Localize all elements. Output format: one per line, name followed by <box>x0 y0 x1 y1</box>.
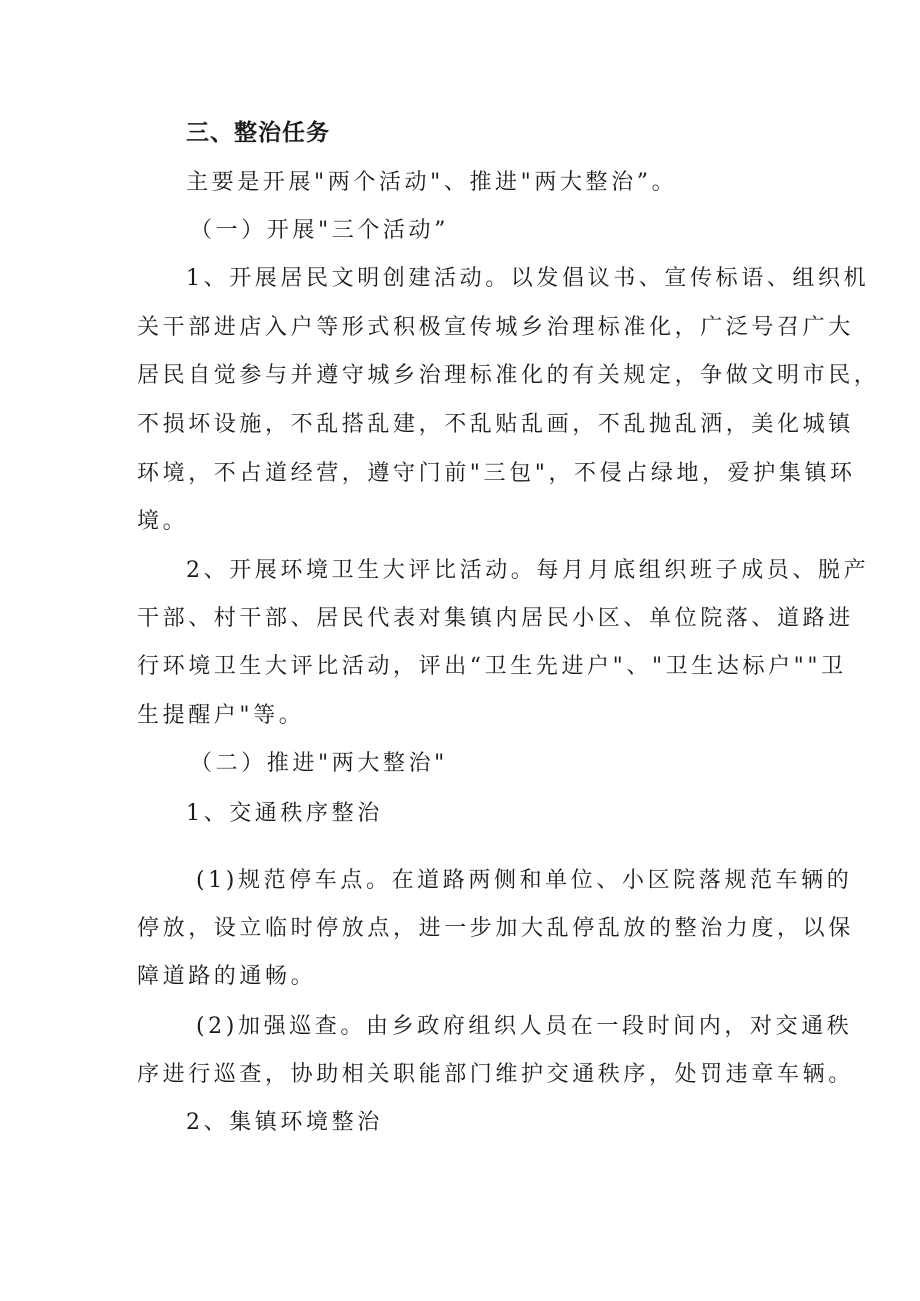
paragraph-line: 1、开展居民文明创建活动。以发倡议书、宣传标语、组织机 <box>186 266 870 291</box>
intro-line: 主要是开展"两个活动"、推进"两大整治”。 <box>186 170 678 195</box>
paragraph-line: 居民自觉参与并遵守城乡治理标准化的有关规定，争做文明市民， <box>137 363 880 388</box>
item-heading: 2、集镇环境整治 <box>186 1110 383 1135</box>
section-heading: 三、整治任务 <box>186 120 330 146</box>
paragraph-line: 2、开展环境卫生大评比活动。每月月底组织班子成员、脱产 <box>186 558 870 583</box>
paragraph-line: 环境，不占道经营，遵守门前"三包"，不侵占绿地，爱护集镇环 <box>137 461 856 486</box>
paragraph-line: (1)规范停车点。在道路两侧和单位、小区院落规范车辆的 <box>196 868 853 893</box>
paragraph-line: 行环境卫生大评比活动，评出“卫生先进户"、"卫生达标户""卫 <box>137 654 847 679</box>
paragraph-line: 境。 <box>137 509 189 534</box>
paragraph-line: 不损坏设施，不乱搭乱建，不乱贴乱画，不乱抛乱洒，美化城镇 <box>137 412 854 437</box>
paragraph-line: 干部、村干部、居民代表对集镇内居民小区、单位院落、道路进 <box>137 606 854 631</box>
paragraph-line: 障道路的通畅。 <box>137 964 317 989</box>
paragraph-line: 关干部进店入户等形式积极宣传城乡治理标准化，广泛号召广大 <box>137 315 854 340</box>
paragraph-line: 生提醒户"等。 <box>137 703 305 728</box>
paragraph-line: (2)加强巡查。由乡政府组织人员在一段时间内，对交通秩 <box>196 1014 853 1039</box>
subsection-heading-1: （一）开展"三个活动” <box>190 218 449 243</box>
paragraph-line: 停放，设立临时停放点，进一步加大乱停乱放的整治力度，以保 <box>137 916 854 941</box>
item-heading: 1、交通秩序整治 <box>186 801 383 826</box>
paragraph-line: 序进行巡查，协助相关职能部门维护交通秩序，处罚违章车辆。 <box>137 1062 854 1087</box>
subsection-heading-2: （二）推进"两大整治" <box>190 751 448 776</box>
